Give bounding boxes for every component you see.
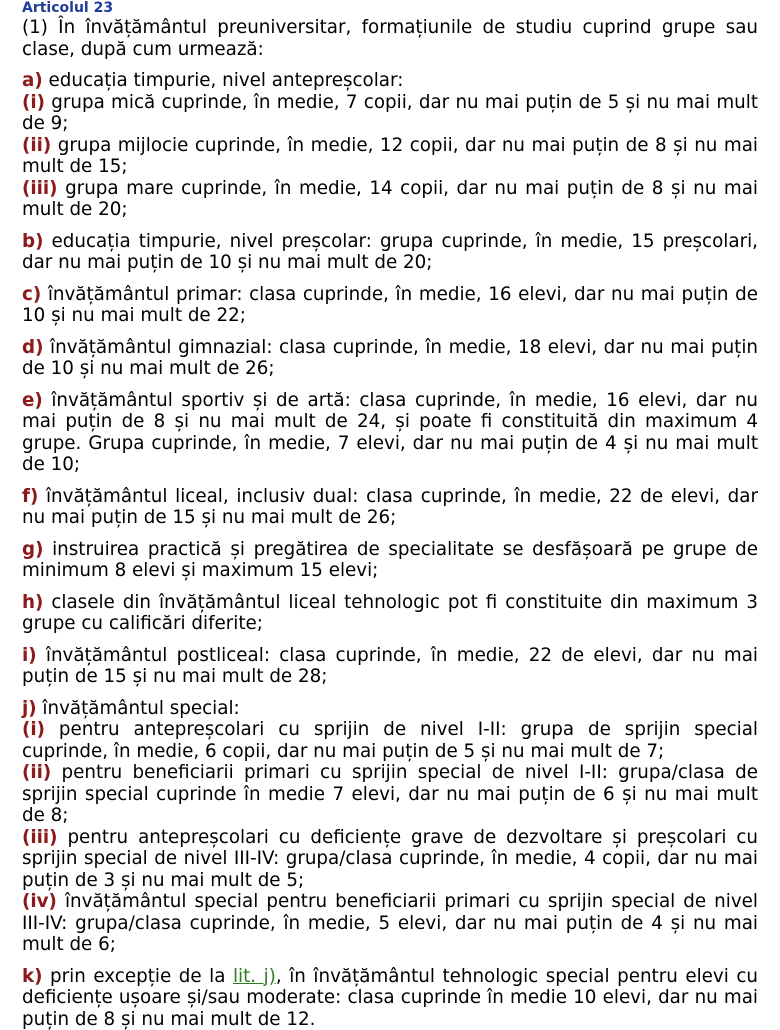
article-intro: (1) În învățământul preuniversitar, formațiunile de studiu cuprind grupe sau clase, după cum urmează: (22, 17, 758, 60)
letter-b (22, 231, 758, 274)
letter-b-text: educația timpurie, nivel preșcolar: grupa cuprinde, în medie, 15 preșcolari, dar nu mai puțin de 10 și nu mai mult de 20; (22, 231, 758, 274)
letter-i-text: învățământul postliceal: clasa cuprinde, în medie, 22 de elevi, dar nu mai puțin de 15 și nu mai mult de 28; (22, 645, 758, 688)
lit-j-link[interactable]: lit. j) (233, 966, 276, 987)
letter-a-sub-2 (22, 135, 758, 178)
letter-c-mark: c) (22, 284, 41, 305)
letter-d-mark: d) (22, 337, 43, 358)
letter-i-mark: i) (22, 645, 37, 666)
letter-d-text: învățământul gimnazial: clasa cuprinde, în medie, 18 elevi, dar nu mai puțin de 10 și nu mai mult de 26; (22, 337, 758, 380)
letter-e-mark: e) (22, 390, 43, 411)
letter-h (22, 592, 758, 635)
sub-text: pentru antepreșcolari cu sprijin de nivel I-II: grupa de sprijin special cuprinde, în medie, 6 copii, dar nu mai puțin de 5 și nu mai mult de 7; (22, 719, 758, 762)
sub-text: învățământul special pentru beneficiarii primari cu sprijin special de nivel III-IV: grupa/clasa cuprinde, în medie, 5 elevi, dar nu mai puțin de 4 și nu mai mult de 6; (22, 891, 758, 955)
letter-h-mark: h) (22, 592, 43, 613)
letter-a-mark: a) (22, 70, 43, 91)
letter-f-mark: f) (22, 486, 38, 507)
letter-k-text-before: prin excepție de la (43, 966, 233, 987)
letter-e-text: învățământul sportiv și de artă: clasa cuprinde, în medie, 16 elevi, dar nu mai puțin de 8 și nu mai mult de 24, și poate fi constituită din maximum 4 grupe. Grupa cuprinde, în medie, 7 elevi, dar nu mai puțin de 4 și nu mai mult de 10; (22, 390, 758, 476)
sub-text: pentru beneficiarii primari cu sprijin special de nivel I-II: grupa/clasa de sprijin special cuprinde în medie 7 elevi, dar nu mai puțin de 6 și nu mai mult de 8; (22, 762, 758, 826)
sub-text: grupa mare cuprinde, în medie, 14 copii, dar nu mai puțin de 8 și nu mai mult de 20; (22, 178, 758, 221)
sub-text: grupa mijlocie cuprinde, în medie, 12 copii, dar nu mai puțin de 8 și nu mai mult de 15; (22, 135, 758, 178)
letter-d (22, 337, 758, 380)
letter-f (22, 486, 758, 529)
sub-text: grupa mică cuprinde, în medie, 7 copii, dar nu mai puțin de 5 și nu mai mult de 9; (22, 92, 758, 135)
letter-k (22, 966, 758, 1030)
letter-f-text: învățământul liceal, inclusiv dual: clasa cuprinde, în medie, 22 de elevi, dar nu mai puțin de 15 și nu mai mult de 26; (22, 486, 758, 529)
letter-c (22, 284, 758, 327)
letter-j (22, 698, 758, 956)
letter-j-text: învățământul special: (37, 698, 240, 719)
sub-mark: (iii) (22, 827, 58, 848)
letter-a-sub-3 (22, 178, 758, 221)
letter-j-sub-2 (22, 762, 758, 827)
letter-a-text: educația timpurie, nivel antepreșcolar: (43, 70, 404, 91)
letter-k-mark: k) (22, 966, 43, 987)
sub-mark: (ii) (22, 762, 51, 783)
letter-j-heading (22, 698, 758, 720)
letter-j-sub-3 (22, 827, 758, 892)
letter-j-sub-4 (22, 891, 758, 956)
letter-a-heading (22, 70, 758, 92)
letter-e (22, 390, 758, 476)
letter-i (22, 645, 758, 688)
sub-text: pentru antepreșcolari cu deficiențe grave de dezvoltare și preșcolari cu sprijin special de nivel III-IV: grupa/clasa cuprinde, în medie, 4 copii, dar nu mai puțin de 3 și nu mai mult de 5; (22, 827, 758, 891)
letter-g-text: instruirea practică și pregătirea de specialitate se desfășoară pe grupe de minimum 8 elevi și maximum 15 elevi; (22, 539, 758, 582)
letter-j-mark: j) (22, 698, 37, 719)
sub-mark: (iv) (22, 891, 57, 912)
letter-g-mark: g) (22, 539, 43, 560)
sub-mark: (ii) (22, 135, 51, 156)
letter-c-text: învățământul primar: clasa cuprinde, în medie, 16 elevi, dar nu mai puțin de 10 și nu mai mult de 22; (22, 284, 758, 327)
sub-mark: (i) (22, 92, 45, 113)
letter-a (22, 70, 758, 221)
letter-b-mark: b) (22, 231, 43, 252)
article-title: Articolul 23 (22, 0, 758, 17)
letter-k-text-after: , în învățământul tehnologic special pentru elevi cu deficiențe ușoare și/sau moderate: clasa cuprinde în medie 10 elevi, dar nu mai puțin de 8 și nu mai mult de 12. (22, 966, 758, 1030)
sub-mark: (iii) (22, 178, 58, 199)
letter-h-text: clasele din învățământul liceal tehnologic pot fi constituite din maximum 3 grupe cu calificări diferite; (22, 592, 758, 635)
letter-a-sub-1 (22, 92, 758, 135)
sub-mark: (i) (22, 719, 45, 740)
letter-j-sub-1 (22, 719, 758, 762)
letter-g (22, 539, 758, 582)
